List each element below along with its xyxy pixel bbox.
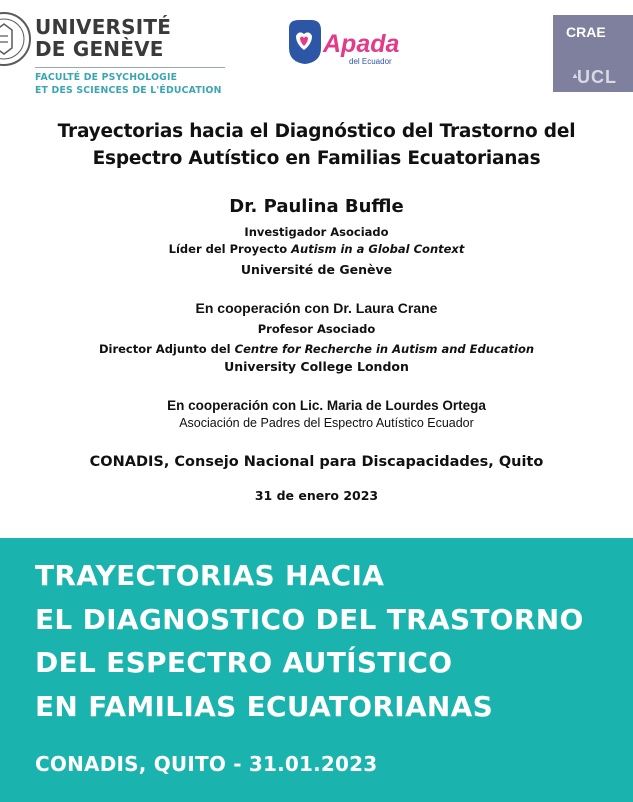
crae-ucl-logo <box>553 15 633 92</box>
coop1-heading: En cooperación con Dr. Laura Crane <box>195 300 438 316</box>
university-name: UNIVERSITÉ DE GENÈVE <box>35 15 172 61</box>
banner-title: TRAYECTORIAS HACIA EL DIAGNOSTICO DEL TRASTORNO DEL ESPECTRO AUTÍSTICO EN FAMILIAS ECUATORIANAS <box>35 559 584 723</box>
document-title: Trayectorias hacia el Diagnóstico del Trastorno del Espectro Autístico en Familias Ecuatorianas <box>57 121 576 169</box>
coop2-org: Asociación de Padres del Espectro Autístico Ecuador <box>179 416 474 430</box>
presenter-project: Líder del Proyecto Autism in a Global Context <box>168 242 465 256</box>
divider <box>35 67 225 68</box>
header <box>0 0 633 110</box>
banner-subtitle: CONADIS, QUITO - 31.01.2023 <box>35 752 378 776</box>
coop2-heading: En cooperación con Lic. Maria de Lourdes Ortega <box>167 398 486 413</box>
crae-label: CRAE <box>566 24 606 40</box>
coop1-institution: University College London <box>224 359 409 374</box>
presenter-role: Investigador Asociado <box>244 225 389 239</box>
apada-logo <box>285 18 405 68</box>
venue: CONADIS, Consejo Nacional para Discapacidades, Quito <box>89 454 544 470</box>
presenter-institution: Université de Genève <box>240 262 393 277</box>
ucl-label: UCL <box>577 67 617 87</box>
date: 31 de enero 2023 <box>254 488 379 503</box>
svg-text:del Ecuador: del Ecuador <box>349 57 392 66</box>
presenter-name: Dr. Paulina Buffle <box>229 196 404 217</box>
faculty-name: FACULTÉ DE PSYCHOLOGIE ET DES SCIENCES DE L'ÉDUCATION <box>35 72 222 96</box>
unige-seal-logo <box>0 6 32 72</box>
coop1-role: Profesor Asociado <box>257 322 376 336</box>
title-banner <box>0 538 633 802</box>
coop1-position: Director Adjunto del Centre for Recherche in Autism and Education <box>98 342 535 356</box>
svg-text:Apada: Apada <box>323 30 400 58</box>
ucl-mark-icon: ▲ <box>571 71 579 80</box>
